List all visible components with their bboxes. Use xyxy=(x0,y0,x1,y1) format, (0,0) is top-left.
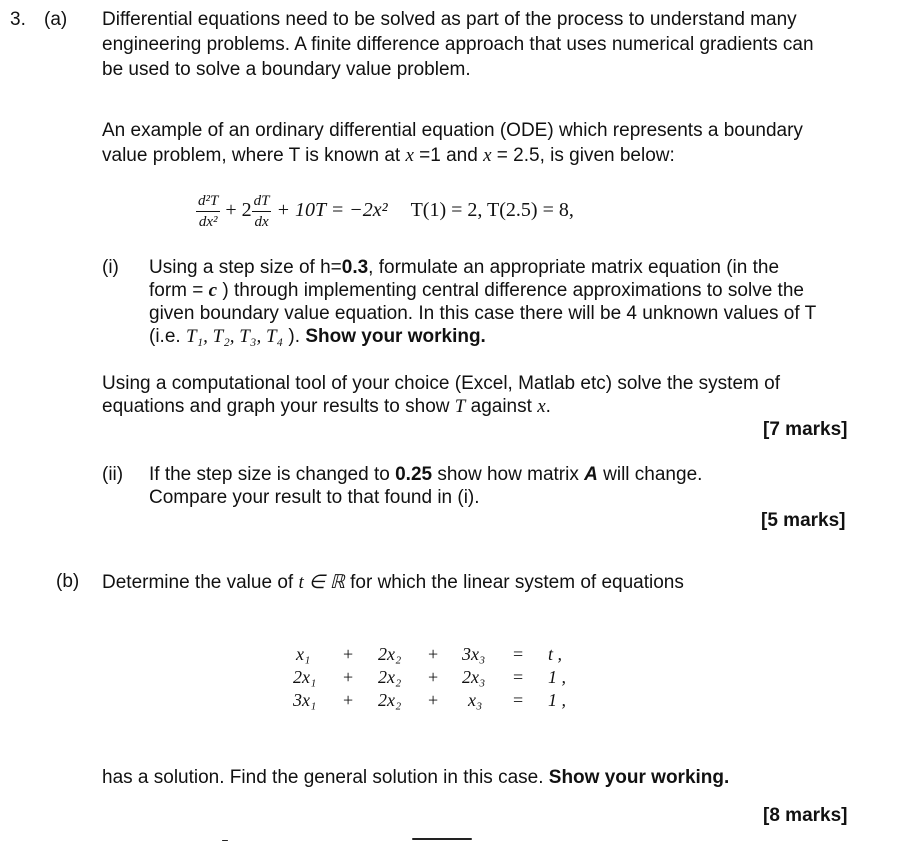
sub-i-text: form = xyxy=(149,280,209,301)
sys-cell: 1 , xyxy=(548,690,566,710)
show-working: Show your working. xyxy=(305,326,486,347)
part-b-text: for which the linear system of equations xyxy=(344,572,684,593)
sub-i-text: Using a step size of h= xyxy=(149,257,342,278)
sys-cell: + xyxy=(428,667,439,687)
tool-line xyxy=(102,396,551,418)
tool-text: equations and graph your results to show xyxy=(102,396,455,417)
sys-cell: + xyxy=(428,690,439,710)
part-a-label: (a) xyxy=(44,9,68,30)
second-derivative-fraction xyxy=(196,192,220,231)
sub-i-text: ). xyxy=(283,326,306,347)
part-b-text: Determine the value of xyxy=(102,572,299,593)
tool-text: against xyxy=(465,396,538,417)
t-real: t ∈ ℝ xyxy=(298,572,345,593)
part-b-line xyxy=(102,571,684,594)
tool-text: . xyxy=(545,396,551,417)
show-working: Show your working. xyxy=(548,767,730,788)
sys-cell: 3x₃ xyxy=(462,644,486,664)
ode-equation xyxy=(196,192,574,231)
sys-cell: x₃ xyxy=(468,690,483,710)
scan-artifact xyxy=(222,840,228,841)
first-derivative-fraction xyxy=(252,192,272,231)
example-line xyxy=(102,145,675,167)
sub-ii-line: Compare your result to that found in (i). xyxy=(149,487,480,508)
sub-ii-text: If the step size is changed to xyxy=(149,464,396,485)
marks-5: [5 marks] xyxy=(761,510,846,531)
sys-cell: + xyxy=(343,644,354,664)
step-size: 0.3 xyxy=(341,257,369,278)
example-text: =1 and xyxy=(413,145,484,166)
matrix-A: A xyxy=(584,464,598,485)
frac-denominator: dx xyxy=(254,214,269,230)
marks-8: [8 marks] xyxy=(763,805,848,826)
final-line xyxy=(102,767,729,789)
intro-line: be used to solve a boundary value problem. xyxy=(102,59,471,80)
sys-cell: 2x₂ xyxy=(378,667,402,687)
sub-ii-text: will change. xyxy=(597,464,703,485)
sys-cell: 1 , xyxy=(548,667,566,687)
T-symbol: T xyxy=(454,396,466,417)
sys-cell: = xyxy=(513,667,524,687)
sub-ii-label: (ii) xyxy=(102,464,124,485)
sub-i-line xyxy=(149,326,486,348)
sub-i-text: ) through implementing central difference approximations to solve the xyxy=(217,280,804,301)
x-symbol: x xyxy=(405,145,414,166)
sys-cell: + xyxy=(343,690,354,710)
sub-i-line xyxy=(149,280,804,302)
scan-artifact xyxy=(412,838,472,840)
sys-cell: t , xyxy=(548,644,563,664)
intro-line: Differential equations need to be solved as part of the process to understand many xyxy=(102,9,797,30)
sys-cell: = xyxy=(513,690,524,710)
sys-cell: = xyxy=(513,644,524,664)
question-number: 3. xyxy=(10,9,26,30)
sys-cell: 2x₂ xyxy=(378,690,402,710)
frac-denominator: dx² xyxy=(198,214,218,230)
unknown-vars: T₁, T₂, T₃, T₄ xyxy=(185,326,284,347)
c-symbol: c xyxy=(208,280,218,301)
sub-i-line xyxy=(149,257,779,279)
sub-i-text: , formulate an appropriate matrix equation (in the xyxy=(368,257,780,278)
sub-i-label: (i) xyxy=(102,257,119,278)
sub-ii-text: show how matrix xyxy=(432,464,585,485)
sys-cell: 2x₂ xyxy=(378,644,402,664)
intro-line: engineering problems. A finite difference approach that uses numerical gradients can xyxy=(102,34,814,55)
sys-cell: 2x₁ xyxy=(293,667,317,687)
example-line: An example of an ordinary differential equation (ODE) which represents a boundary xyxy=(102,120,803,141)
step-size-new: 0.25 xyxy=(395,464,433,485)
example-text: value problem, where T is known at xyxy=(102,145,406,166)
tool-line: Using a computational tool of your choice (Excel, Matlab etc) solve the system of xyxy=(102,373,780,394)
sub-ii-line xyxy=(149,464,702,486)
sys-cell: 2x₃ xyxy=(462,667,486,687)
eq-rest: + 10T = −2x² xyxy=(276,199,388,222)
sys-cell: x₁ xyxy=(296,644,311,664)
eq-term: + 2 xyxy=(225,199,252,222)
sys-cell: + xyxy=(428,644,439,664)
sub-i-line: given boundary value equation. In this case there will be 4 unknown values of T xyxy=(149,303,817,324)
frac-numerator: d²T xyxy=(196,192,220,212)
x-symbol: x xyxy=(483,145,492,166)
sys-cell: 3x₁ xyxy=(293,690,317,710)
example-text: = 2.5, is given below: xyxy=(491,145,675,166)
final-text: has a solution. Find the general solution in this case. xyxy=(102,767,549,788)
x-symbol: x xyxy=(537,396,546,417)
sys-cell: + xyxy=(343,667,354,687)
marks-7: [7 marks] xyxy=(763,419,848,440)
sub-i-text: (i.e. xyxy=(149,326,186,347)
frac-numerator: dT xyxy=(252,192,272,212)
boundary-conditions: T(1) = 2, T(2.5) = 8, xyxy=(410,199,574,222)
part-b-label: (b) xyxy=(56,571,80,592)
